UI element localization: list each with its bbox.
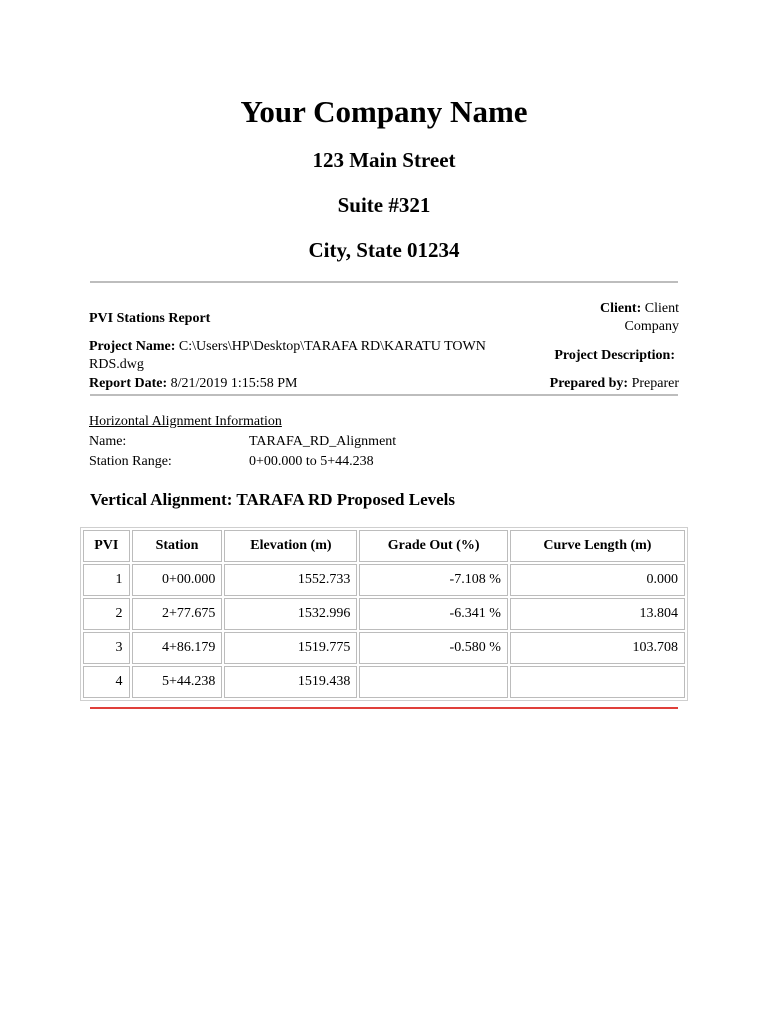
vertical-alignment-title: Vertical Alignment: TARAFA RD Proposed Levels <box>90 490 456 509</box>
cell-elevation: 1519.775 <box>224 632 357 664</box>
prepared-by-value: Preparer <box>631 376 679 391</box>
address-line-2: Suite #321 <box>337 193 431 217</box>
table-row <box>83 632 685 664</box>
cell-grade-out: -7.108 % <box>359 564 508 596</box>
address-line-3: City, State 01234 <box>308 238 460 262</box>
cell-station: 4+86.179 <box>132 632 223 664</box>
cell-station: 2+77.675 <box>132 598 223 630</box>
cell-pvi: 4 <box>83 666 130 698</box>
col-header-elevation: Elevation (m) <box>224 530 357 562</box>
table-row <box>83 598 685 630</box>
cell-elevation: 1552.733 <box>224 564 357 596</box>
cell-curve-length <box>510 666 685 698</box>
cell-pvi: 3 <box>83 632 130 664</box>
cell-grade-out <box>359 666 508 698</box>
alignment-name-label: Name: <box>89 434 127 449</box>
project-description-label: Project Description: <box>554 348 675 363</box>
cell-grade-out: -6.341 % <box>359 598 508 630</box>
address-line-1: 123 Main Street <box>312 148 456 172</box>
client-value-2: Company <box>624 319 679 334</box>
report-date <box>89 375 297 393</box>
table-row <box>83 666 685 698</box>
col-header-curve-length: Curve Length (m) <box>510 530 685 562</box>
station-range-label: Station Range: <box>89 454 172 469</box>
info-divider <box>90 394 678 396</box>
horizontal-alignment-title: Horizontal Alignment Information <box>89 414 282 429</box>
prepared-by-label: Prepared by: <box>549 376 629 391</box>
cell-curve-length: 13.804 <box>510 598 685 630</box>
cell-curve-length: 0.000 <box>510 564 685 596</box>
report-date-label: Report Date: <box>89 376 168 391</box>
client-info <box>559 300 679 336</box>
table-row <box>83 564 685 596</box>
report-title: PVI Stations Report <box>89 311 211 326</box>
project-name-label: Project Name: <box>89 339 176 354</box>
report-date-value: 8/21/2019 1:15:58 PM <box>170 376 298 391</box>
cell-elevation: 1532.996 <box>224 598 357 630</box>
col-header-grade-out: Grade Out (%) <box>359 530 508 562</box>
cell-pvi: 1 <box>83 564 130 596</box>
table-bottom-divider <box>90 707 678 709</box>
client-label: Client: <box>600 301 642 316</box>
cell-station: 0+00.000 <box>132 564 223 596</box>
cell-curve-length: 103.708 <box>510 632 685 664</box>
cell-pvi: 2 <box>83 598 130 630</box>
prepared-by <box>550 375 679 393</box>
cell-grade-out: -0.580 % <box>359 632 508 664</box>
client-value-1: Client <box>644 301 679 316</box>
cell-elevation: 1519.438 <box>224 666 357 698</box>
alignment-name-value: TARAFA_RD_Alignment <box>249 434 397 449</box>
col-header-station: Station <box>132 530 223 562</box>
header-divider <box>90 281 678 283</box>
project-name-value: C:\Users\HP\Desktop\TARAFA RD\KARATU TOWN RDS.dwg <box>89 339 486 372</box>
table-header-row <box>83 530 685 562</box>
pvi-stations-table <box>80 527 688 701</box>
station-range-value: 0+00.000 to 5+44.238 <box>249 454 374 469</box>
cell-station: 5+44.238 <box>132 666 223 698</box>
company-name: Your Company Name <box>240 94 528 129</box>
project-name <box>89 338 529 374</box>
col-header-pvi: PVI <box>83 530 130 562</box>
